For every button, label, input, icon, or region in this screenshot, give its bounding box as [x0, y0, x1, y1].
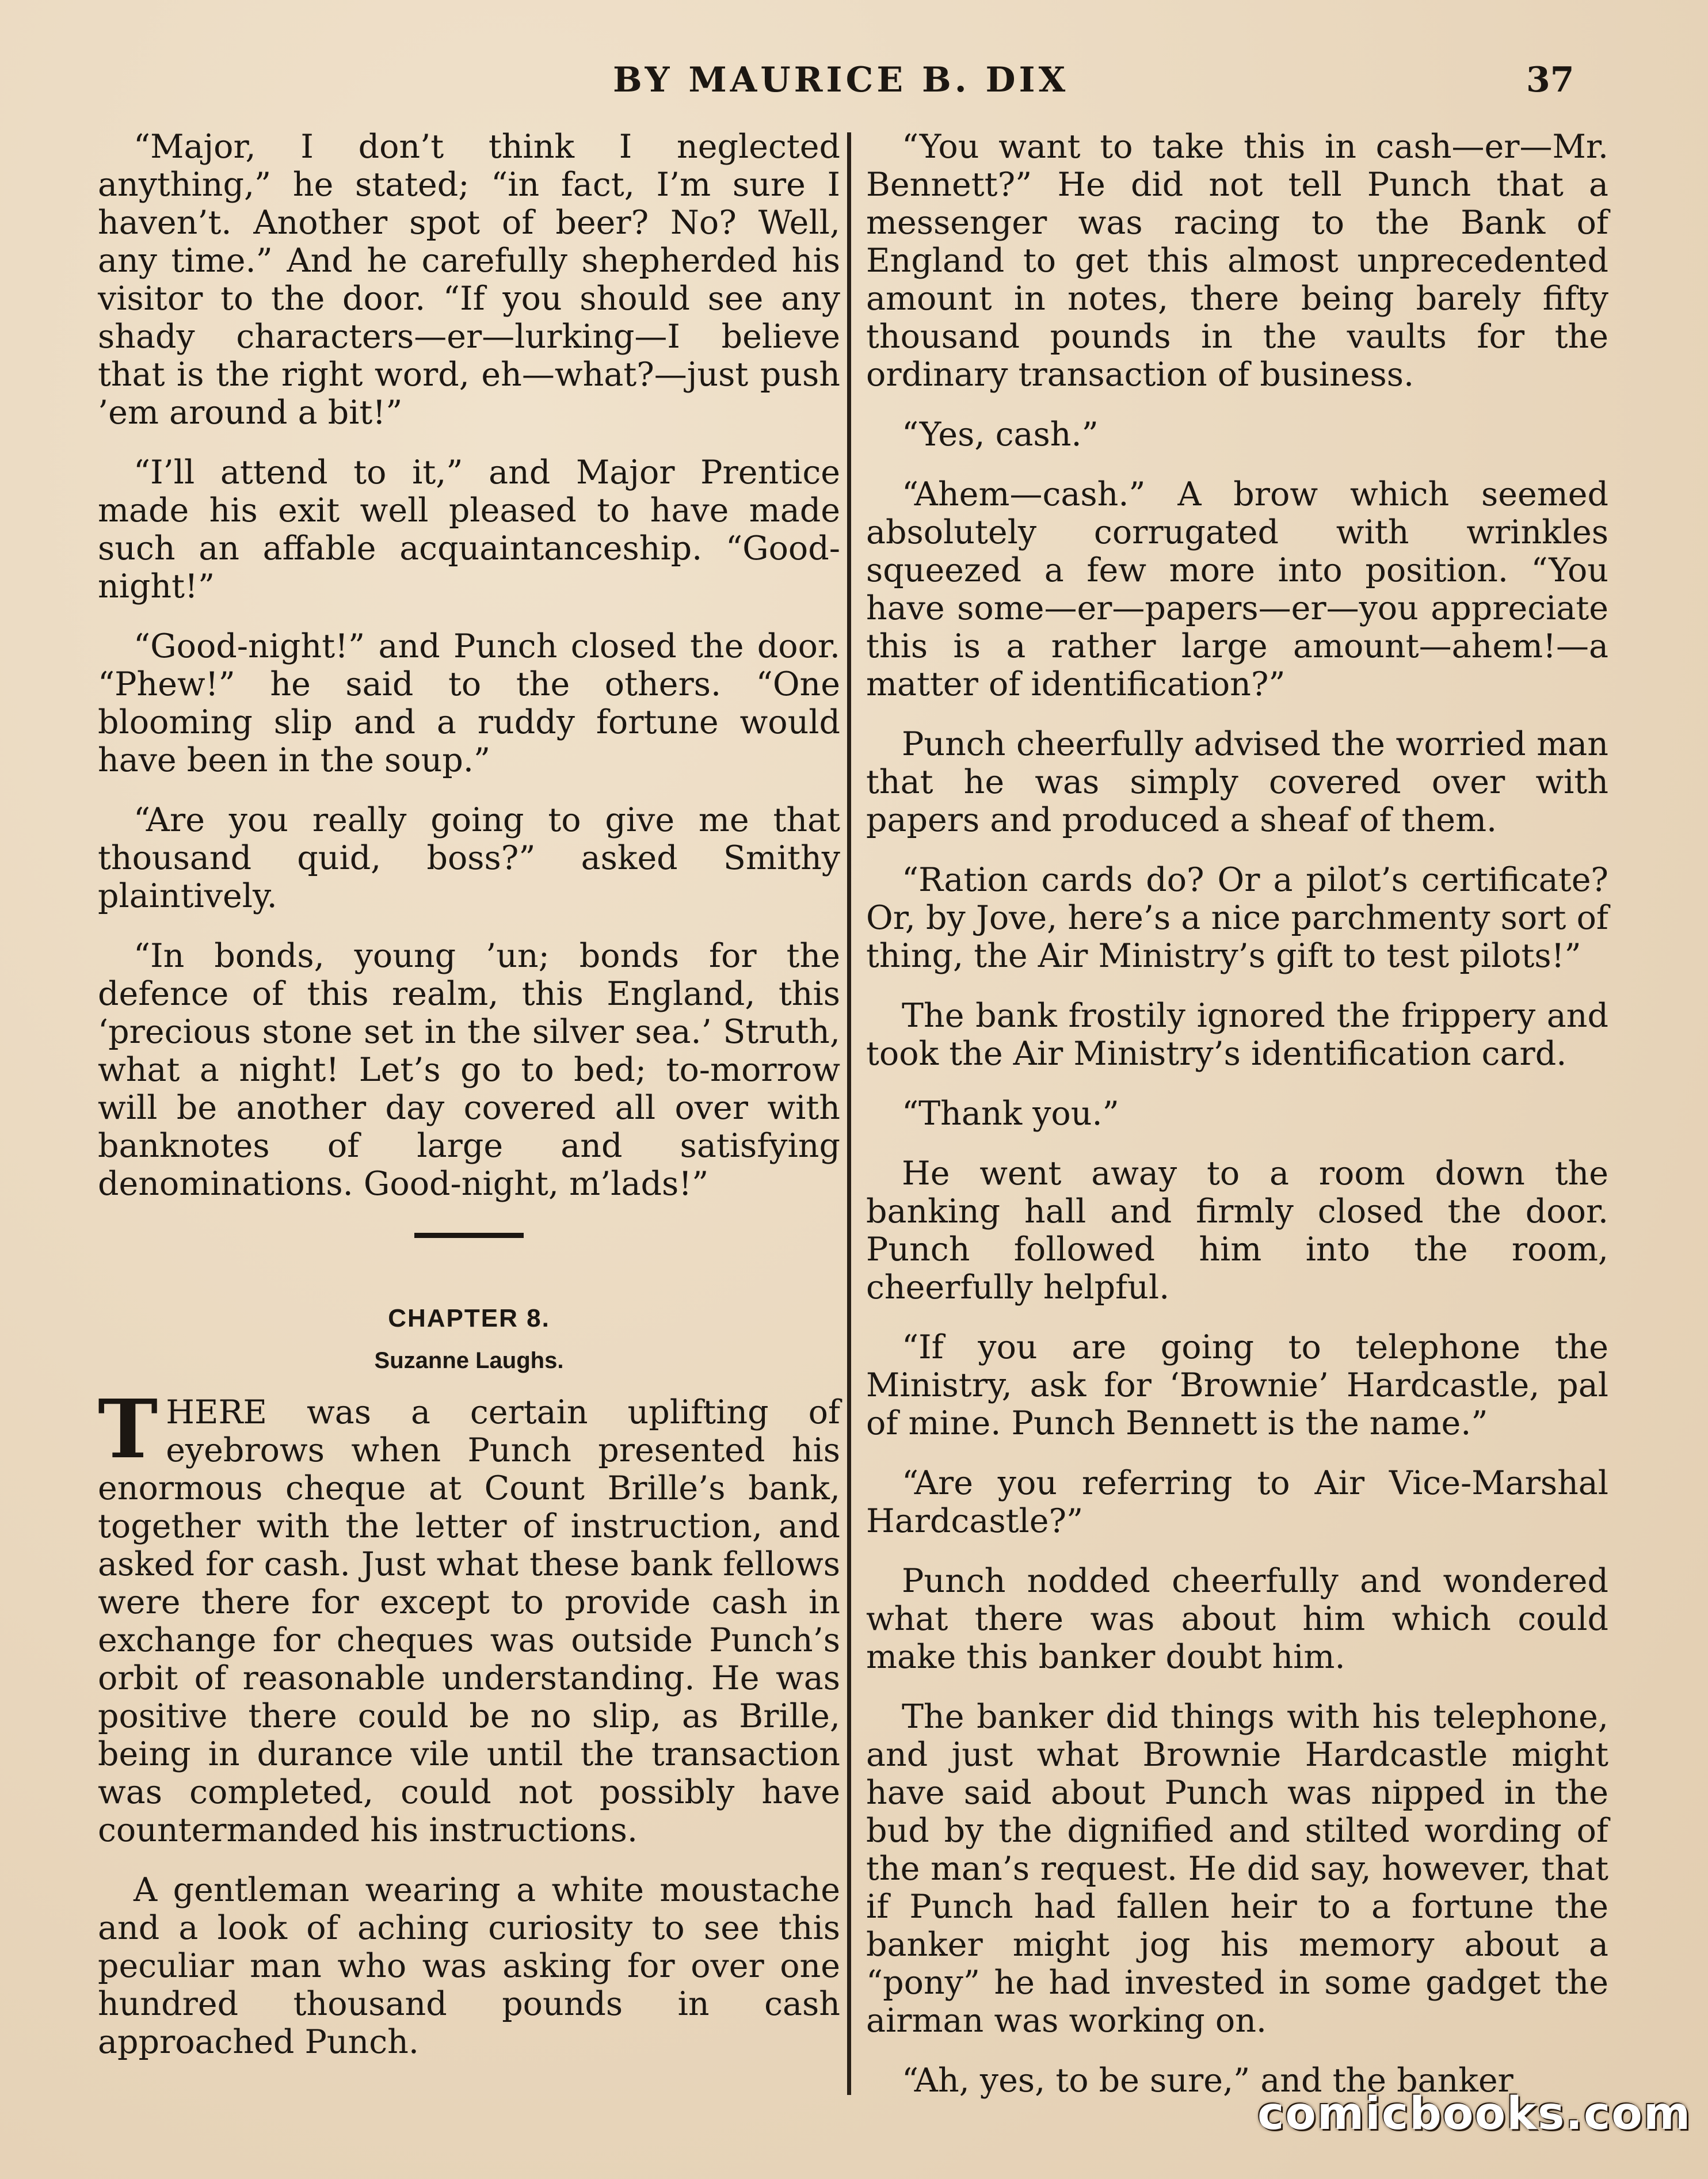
chapter-heading: CHAPTER 8. — [388, 1304, 550, 1332]
paragraph: “I’ll attend to it,” and Major Prentice made his exit well pleased to have made such an affable acquaintanceship. “Good-night!” — [98, 454, 840, 605]
paragraph: “Are you really going to give me that thousand quid, boss?” asked Smithy plaintively. — [98, 801, 840, 915]
chapter-opening — [98, 1382, 840, 1849]
section-divider — [414, 1233, 524, 1238]
paragraph: A gentleman wearing a white moustache and a look of aching curiosity to see this peculiar man who was asking for over one hundred thousand pounds in cash approached Punch. — [98, 1871, 840, 2061]
paragraph: “If you are going to telephone the Ministry, ask for ‘Brownie’ Hardcastle, pal of mine. Punch Bennett is the name.” — [866, 1328, 1608, 1442]
paragraph: “Yes, cash.” — [902, 416, 1099, 454]
column-divider — [847, 132, 851, 2095]
paragraph: Punch nodded cheerfully and wondered what there was about him which could make this banker doubt him. — [866, 1562, 1608, 1676]
paragraph: “Ahem—cash.” A brow which seemed absolutely corrugated with wrinkles squeezed a few more into position. “You have some—er—papers—er—you appreciate this is a rather large amount—ahem!—a matter of identification?” — [866, 475, 1608, 703]
paragraph: “Good-night!” and Punch closed the door. “Phew!” he said to the others. “One blooming slip and a ruddy fortune would have been in the soup.” — [98, 627, 840, 779]
paragraph: “Ration cards do? Or a pilot’s certificate? Or, by Jove, here’s a nice parchmenty sort of thing, the Air Ministry’s gift to test pilots!” — [866, 861, 1608, 975]
left-column — [98, 128, 840, 2083]
paragraph: HERE was a certain uplifting of eyebrows when Punch presented his enormous cheque at Count Brille’s bank, together with the letter of instruction, and asked for cash. Just what these bank fellows were there for except to provide cash in exchange for cheques was outside Punch’s orbit of reasonable understanding. He was positive there could be no slip, as Brille, being in durance vile until the transaction was completed, could not possibly have countermanded his instructions. — [98, 1393, 840, 1849]
paragraph: “Major, I don’t think I neglected anything,” he stated; “in fact, I’m sure I haven’t. Another spot of beer? No? Well, any time.” And he carefully shepherded his visitor to the door. “If you should see any shady characters—er—lurking—I believe that is the right word, eh—what?—just push ’em around a bit!” — [98, 128, 840, 432]
paragraph: Punch cheerfully advised the worried man that he was simply covered over with papers and produced a sheaf of them. — [866, 725, 1608, 839]
chapter-title: Suzanne Laughs. — [374, 1348, 564, 1373]
paragraph: The bank frostily ignored the frippery and took the Air Ministry’s identification card. — [866, 997, 1608, 1073]
page-number: 37 — [1526, 60, 1574, 100]
paragraph: “In bonds, young ’un; bonds for the defence of this realm, this England, this ‘precious stone set in the silver sea.’ Struth, what a night! Let’s go to bed; to-morrow will be another day covered all over with banknotes of large and satisfying denominations. Good-night, m’lads!” — [98, 937, 840, 1203]
drop-cap: T — [98, 1382, 158, 1477]
paragraph: “You want to take this in cash—er—Mr. Bennett?” He did not tell Punch that a messenger was racing to the Bank of England to get this almost unprecedented amount in notes, there being barely fifty thousand pounds in the vaults for the ordinary transaction of business. — [866, 128, 1608, 394]
right-column — [866, 128, 1608, 2121]
running-head: BY MAURICE B. DIX — [613, 60, 1069, 100]
paragraph: “Are you referring to Air Vice-Marshal Hardcastle?” — [866, 1464, 1608, 1540]
paragraph: “Ah, yes, to be sure,” and the banker — [902, 2062, 1513, 2100]
watermark: comicbooks.com — [1257, 2088, 1692, 2140]
paragraph: “Thank you.” — [902, 1095, 1119, 1133]
paragraph: The banker did things with his telephone, and just what Brownie Hardcastle might have said about Punch was nipped in the bud by the dignified and stilted wording of the man’s request. He did say, however, that if Punch had fallen heir to a fortune the banker might jog his memory about a “pony” he had invested in some gadget the airman was working on. — [866, 1698, 1608, 2040]
paragraph: He went away to a room down the banking hall and firmly closed the door. Punch followed him into the room, cheerfully helpful. — [866, 1155, 1608, 1306]
